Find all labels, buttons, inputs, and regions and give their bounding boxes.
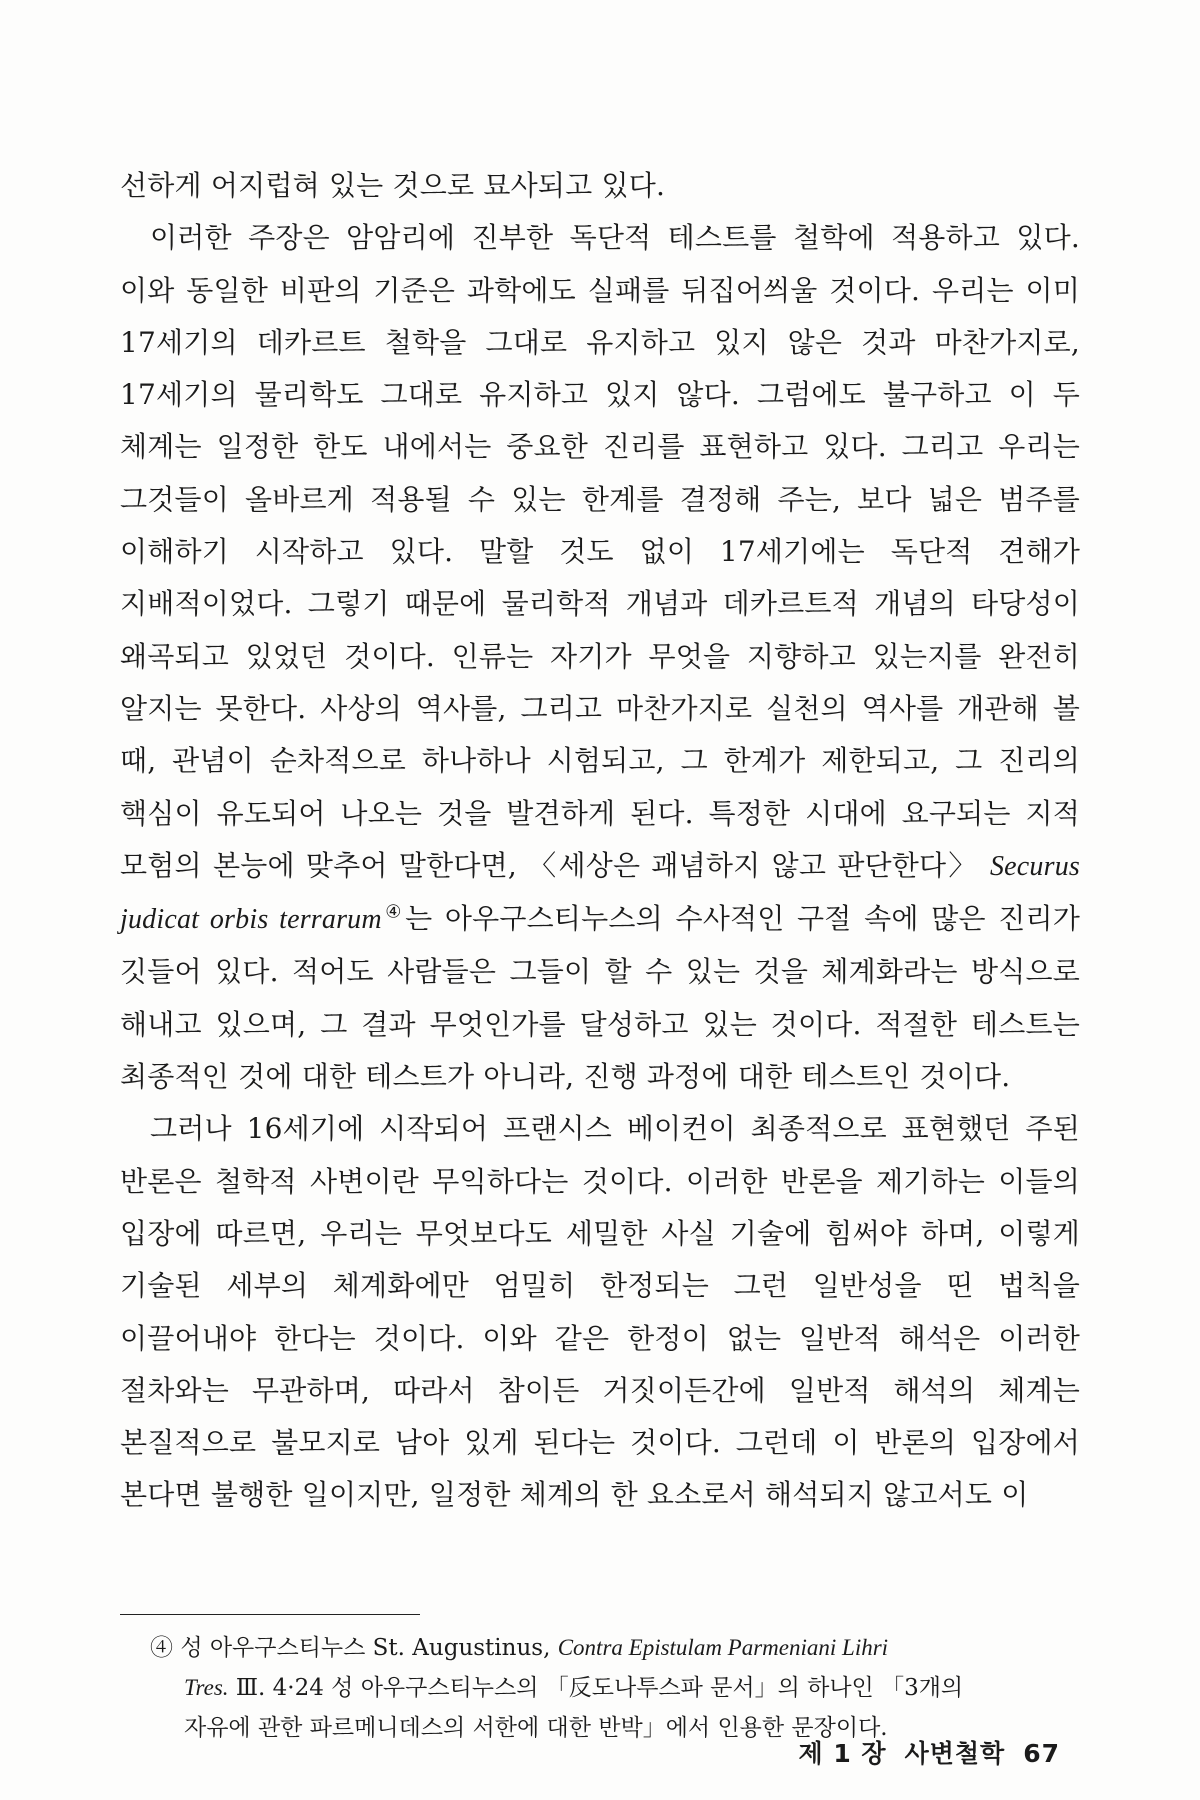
footnote-work-title: Contra Epistulam Parmeniani Lihri	[557, 1635, 889, 1660]
paragraph-1-text: 선하게 어지럽혀 있는 것으로 묘사되고 있다.	[120, 169, 666, 202]
chapter-label: 제 1 장	[798, 1739, 887, 1768]
paragraph-1	[120, 160, 1080, 212]
chapter-title: 사변철학	[904, 1739, 1006, 1768]
footnote-work-title-end: Tres.	[184, 1675, 229, 1700]
footnote-reference[interactable]: ④	[381, 901, 406, 923]
footnote	[150, 1628, 1080, 1748]
body-text	[120, 160, 1080, 1522]
paragraph-2	[120, 212, 1080, 1103]
page-number: 67	[1023, 1739, 1060, 1768]
footnote-explanation: 자유에 관한 파르메니데스의 서한에 대한 반박」에서 인용한 문장이다.	[184, 1715, 888, 1741]
running-footer	[798, 1734, 1060, 1770]
footnote-divider	[120, 1614, 420, 1615]
paragraph-3-text: 그러나 16세기에 시작되어 프랜시스 베이컨이 최종적으로 표현했던 주된 반론은 철학적 사변이란 무익하다는 것이다. 이러한 반론을 제기하는 이들의 입장에 따르면, 우리는 무엇보다도 세밀한 사실 기술에 힘써야 하며, 이렇게 기술된 세부의 체계화에만 엄밀히 한정되는 그런 일반성을 띤 법칙을 이끌어내야 한다는 것이다. 이와 같은 한정이 없는 일반적 해석은 이러한 절차와는 무관하며, 따라서 참이든 거짓이든간에 일반적 해석의 체계는 본질적으로 불모지로 남아 있게 된다는 것이다. 그런데 이 반론의 입장에서 본다면 불행한 일이지만, 일정한 체계의 한 요소로서 해석되지 않고서도 이	[120, 1112, 1080, 1512]
footnote-line-2	[150, 1668, 1080, 1708]
latin-quote: Securus judicat orbis terrarum	[120, 850, 1081, 936]
footnote-line-1	[150, 1628, 1080, 1668]
paragraph-2-text-after: 는 아우구스티누스의 수사적인 구절 속에 많은 진리가 깃들어 있다. 적어도 사람들은 그들이 할 수 있는 것을 체계화라는 방식으로 해내고 있으며, 그 결과 무엇인가를 달성하고 있는 것이다. 적절한 테스트는 최종적인 것에 대한 테스트가 아니라, 진행 과정에 대한 테스트인 것이다.	[120, 902, 1081, 1094]
paragraph-2-text: 이러한 주장은 암암리에 진부한 독단적 테스트를 철학에 적용하고 있다. 이와 동일한 비판의 기준은 과학에도 실패를 뒤집어씌울 것이다. 우리는 이미 17세기의 데카르트 철학을 그대로 유지하고 있지 않은 것과 마찬가지로, 17세기의 물리학도 그대로 유지하고 있지 않다. 그럼에도 불구하고 이 두 체계는 일정한 한도 내에서는 중요한 진리를 표현하고 있다. 그리고 우리는 그것들이 올바르게 적용될 수 있는 한계를 결정해 주는, 보다 넓은 범주를 이해하기 시작하고 있다. 말할 것도 없이 17세기에는 독단적 견해가 지배적이었다. 그렇기 때문에 물리학적 개념과 데카르트적 개념의 타당성이 왜곡되고 있었던 것이다. 인류는 자기가 무엇을 지향하고 있는지를 완전히 알지는 못한다. 사상의 역사를, 그리고 마찬가지로 실천의 역사를 개관해 볼 때, 관념이 순차적으로 하나하나 시험되고, 그 한계가 제한되고, 그 진리의 핵심이 유도되어 나오는 것을 발견하게 된다. 특정한 시대에 요구되는 지적 모험의 본능에 맞추어 말한다면, 〈세상은 괘념하지 않고 판단한다〉	[120, 221, 1080, 882]
paragraph-3	[120, 1103, 1080, 1521]
footnote-citation: Ⅲ. 4·24 성 아우구스티누스의 「反도나투스파 문서」의 하나인 「3개의	[235, 1675, 964, 1701]
footnote-mark: ④	[150, 1635, 173, 1661]
footnote-source: 성 아우구스티누스 St. Augustinus,	[180, 1635, 551, 1661]
